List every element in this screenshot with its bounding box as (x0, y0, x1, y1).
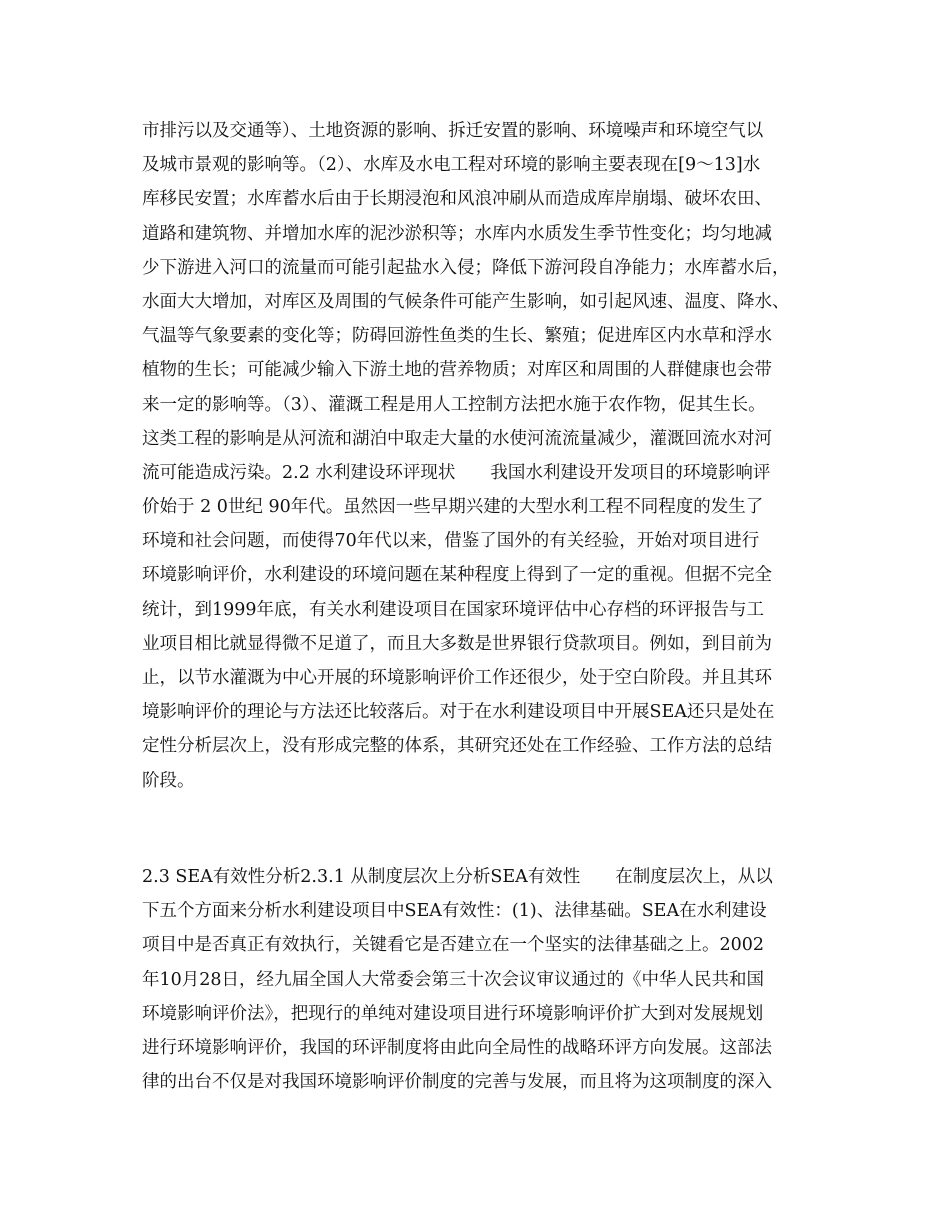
text-line: 定性分析层次上，没有形成完整的体系，其研究还处在工作经验、工作方法的总结 (142, 736, 772, 757)
text-line: 来一定的影响等。（3）、灌溉工程是用人工控制方法把水施于农作物，促其生长。 (142, 394, 766, 415)
text-line: 下五个方面来分析水利建设项目中SEA有效性：(1)、法律基础。SEA在水利建设 (142, 901, 767, 922)
text-line: 统计，到1999年底，有关水利建设项目在国家环境评估中心存档的环评报告与工 (142, 599, 765, 620)
text-line: 进行环境影响评价，我国的环评制度将由此向全局性的战略环评方向发展。这部法 (142, 1037, 772, 1058)
text-line: 及城市景观的影响等。（2）、水库及水电工程对环境的影响主要表现在[9～13]水 (142, 155, 761, 176)
text-line: 年10月28日，经九届全国人大常委会第三十次会议审议通过的《中华人民共和国 (142, 969, 765, 990)
text-line: 市排污以及交通等）、土地资源的影响、拆迁安置的影响、环境噪声和环境空气以 (142, 121, 764, 141)
text-line: 律的出台不仅是对我国环境影响评价制度的完善与发展，而且将为这项制度的深入 (142, 1072, 772, 1093)
paragraph-sea-effectiveness (142, 860, 822, 1099)
text-line: 少下游进入河口的流量而可能引起盐水入侵；降低下游河段自净能力；水库蓄水后， (142, 257, 790, 278)
text-line: 止，以节水灌溉为中心开展的环境影响评价工作还很少，处于空白阶段。并且其环 (142, 668, 772, 688)
text-line: 流可能造成污染。2.2 水利建设环评现状 我国水利建设开发项目的环境影响评 (142, 462, 771, 483)
text-line: 库移民安置；水库蓄水后由于长期浸泡和风浪冲刷从而造成库岸崩塌、破坏农田、 (142, 189, 772, 210)
text-line: 环境和社会问题，而使得70年代以来，借鉴了国外的有关经验，开始对项目进行 (142, 531, 760, 552)
text-line: 阶段。 (142, 770, 195, 791)
paragraph-water-project-impacts (142, 114, 822, 798)
text-line: 气温等气象要素的变化等；防碍回游性鱼类的生长、繁殖；促进库区内水草和浮水 (142, 326, 772, 347)
text-line: 这类工程的影响是从河流和湖泊中取走大量的水使河流流量减少，灌溉回流水对河 (142, 428, 772, 449)
text-line: 境影响评价的理论与方法还比较落后。对于在水利建设项目中开展SEA还只是处在 (142, 702, 775, 723)
text-line: 环境影响评价法》，把现行的单纯对建设项目进行环境影响评价扩大到对发展规划 (142, 1003, 764, 1024)
text-line: 价始于 2 0世纪 90年代。虽然因一些早期兴建的大型水利工程不同程度的发生了 (142, 497, 764, 518)
text-line: 业项目相比就显得微不足道了，而且大多数是世界银行贷款项目。例如，到目前为 (142, 633, 772, 654)
text-line: 植物的生长；可能减少输入下游土地的营养物质；对库区和周围的人群健康也会带 (142, 360, 772, 381)
text-line: 2.3 SEA有效性分析2.3.1 从制度层次上分析SEA有效性 在制度层次上，从以 (142, 867, 773, 887)
text-line: 环境影响评价，水利建设的环境问题在某种程度上得到了一定的重视。但据不完全 (142, 565, 772, 586)
text-line: 道路和建筑物、并增加水库的泥沙淤积等；水库内水质发生季节性变化；均匀地减 (142, 223, 772, 244)
text-line: 水面大大增加，对库区及周围的气候条件可能产生影响，如引起风速、温度、降水、 (142, 291, 790, 312)
text-line: 项目中是否真正有效执行，关键看它是否建立在一个坚实的法律基础之上。2002 (142, 935, 765, 956)
